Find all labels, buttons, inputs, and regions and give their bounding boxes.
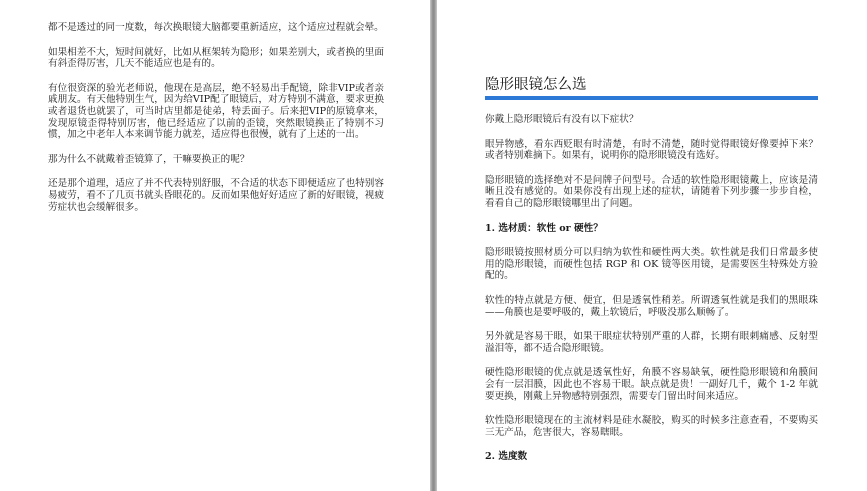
paragraph: 软性的特点就是方便、便宜，但是透氧性稍差。所谓透氧性就是我们的黑眼珠——角膜也是要呼吸的，戴上软镜后，呼吸没那么顺畅了。	[485, 294, 818, 318]
paragraph: 有位很资深的验光老师说，他现在是高层，绝不轻易出手配镜，除非VIP或者亲戚朋友。有天他特别生气，因为给VIP配了眼镜后，对方特别不满意，要求更换或者退货也就罢了，可当时店里都是徒弟，特丢面子。后来把VIP的原镜拿来，发现原镜歪得特别厉害，他已经适应了以前的歪镜，突然眼镜换正了特别不习惯，加之中老年人本来调节能力就差，适应得也很慢，就有了上述的一出。	[48, 82, 384, 141]
left-page	[0, 0, 430, 491]
heading-underline	[485, 96, 818, 100]
paragraph: 如果相差不大，短时间就好，比如从框架转为隐形；如果差别大，或者换的里面有斜歪得厉害，几天不能适应也是有的。	[48, 46, 384, 70]
paragraph: 那为什么不就戴着歪镜算了，干嘛要换正的呢？	[48, 153, 250, 165]
page-divider	[430, 0, 437, 491]
paragraph: 软性隐形眼镜现在的主流材料是硅水凝胶，购买的时候多注意查看，不要购买三无产品，危害很大，容易瞎眼。	[485, 415, 818, 438]
paragraph: 隐形眼镜的选择绝对不是问牌子问型号。合适的软性隐形眼镜戴上，应该是清晰且没有感觉的。如果你没有出现上述的症状，请随着下列步骤一步步自检，看看自己的隐形眼镜哪里出了问题。	[485, 174, 818, 209]
left-page-content	[48, 22, 384, 226]
right-page	[437, 0, 867, 491]
section-label: 2. 选度数	[485, 451, 528, 463]
paragraph: 另外就是容易干眼，如果干眼症状特别严重的人群，长期有眼刺痛感、反射型溢泪等，都不适合隐形眼镜。	[485, 331, 818, 354]
subtitle: 你戴上隐形眼镜后有没有以下症状？	[485, 114, 639, 125]
section-label: 1. 选材质：软性 or 硬性？	[485, 222, 603, 234]
section-heading: 隐形眼镜怎么选	[485, 77, 587, 93]
paragraph: 眼异物感，看东西贬眼有时清楚，有时不清楚，随时觉得眼镜好像要掉下来？或者特别难摘下。如果有，说明你的隐形眼镜没有选好。	[485, 138, 818, 162]
paragraph: 都不是透过的同一度数，每次换眼镜大脑都要重新适应，这个适应过程就会晕。	[48, 22, 384, 33]
paragraph: 硬性隐形眼镜的优点就是透氧性好，角膜不容易缺氧，硬性隐形眼镜和角膜间会有一层泪膜，因此也不容易干眼。缺点就是贵！一副好几千，戴个 1-2 年就要更换，刚戴上异物感特别强烈，需要专门留出时间来适应。	[485, 367, 818, 402]
right-page-content	[485, 76, 818, 476]
paragraph: 还是那个道理，适应了并不代表特别舒服，不合适的状态下即便适应了也特别容易疲劳，看不了几页书就头昏眼花的。反而如果他好好适应了新的好眼镜，视疲劳症状也会缓解很多。	[48, 178, 384, 213]
paragraph: 隐形眼镜按照材质分可以归纳为软性和硬性两大类。软性就是我们日常最多使用的隐形眼镜，而硬性包括 RGP 和 OK 镜等医用镜，是需要医生特殊处方验配的。	[485, 247, 818, 282]
